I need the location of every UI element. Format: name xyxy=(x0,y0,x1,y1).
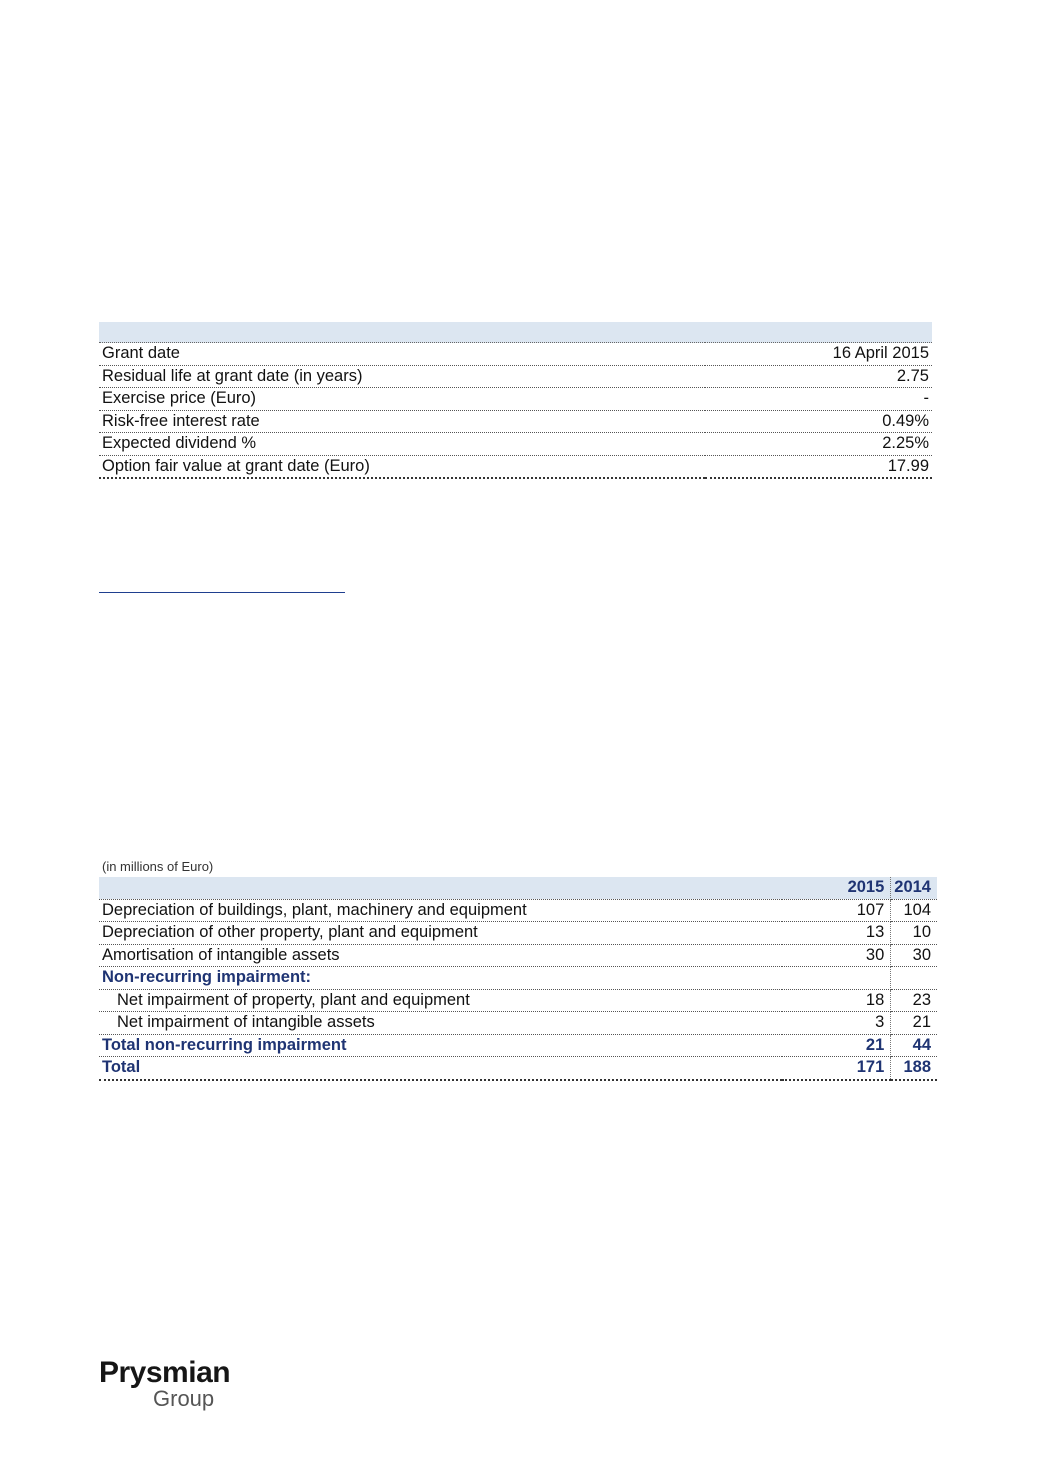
row-label: Grant date xyxy=(99,343,705,366)
row-label: Expected dividend % xyxy=(99,433,705,456)
unit-note: (in millions of Euro) xyxy=(102,859,214,874)
logo-word-group: Group xyxy=(153,1386,215,1411)
table-row xyxy=(99,899,937,922)
section-heading-row xyxy=(99,967,937,990)
table-row xyxy=(99,388,932,411)
row-label: Residual life at grant date (in years) xyxy=(99,365,705,388)
row-value: 16 April 2015 xyxy=(705,343,932,366)
table-row xyxy=(99,455,932,478)
row-label: Amortisation of intangible assets xyxy=(99,944,782,967)
value-2015: 13 xyxy=(782,922,891,945)
row-label: Net impairment of property, plant and equipment xyxy=(99,989,782,1012)
row-label: Total xyxy=(99,1057,782,1080)
row-label: Option fair value at grant date (Euro) xyxy=(99,455,705,478)
value-2014: 30 xyxy=(891,944,937,967)
table-row xyxy=(99,433,932,456)
value-2014: 104 xyxy=(891,899,937,922)
value-2014 xyxy=(891,967,937,990)
row-value: 17.99 xyxy=(705,455,932,478)
value-2014: 10 xyxy=(891,922,937,945)
row-label: Exercise price (Euro) xyxy=(99,388,705,411)
option-valuation-table xyxy=(99,322,932,479)
value-2015: 18 xyxy=(782,989,891,1012)
logo-word-prysmian: Prysmian xyxy=(99,1356,231,1389)
table-row xyxy=(99,989,937,1012)
row-label: Non-recurring impairment: xyxy=(99,967,782,990)
prysmian-group-logo xyxy=(99,1358,230,1410)
table-row xyxy=(99,410,932,433)
table-row xyxy=(99,343,932,366)
column-header-2015: 2015 xyxy=(782,877,891,899)
depreciation-table xyxy=(99,877,937,1081)
value-2014: 188 xyxy=(891,1057,937,1080)
value-2014: 21 xyxy=(891,1012,937,1035)
value-2014: 44 xyxy=(891,1034,937,1057)
value-2015 xyxy=(782,967,891,990)
row-label: Total non-recurring impairment xyxy=(99,1034,782,1057)
value-2014: 23 xyxy=(891,989,937,1012)
value-2015: 21 xyxy=(782,1034,891,1057)
table-row xyxy=(99,1012,937,1035)
column-header-2014: 2014 xyxy=(891,877,937,899)
row-label: Net impairment of intangible assets xyxy=(99,1012,782,1035)
row-label: Depreciation of buildings, plant, machinery and equipment xyxy=(99,899,782,922)
table-header-row xyxy=(99,877,937,899)
link-underline[interactable] xyxy=(99,592,345,593)
row-label: Risk-free interest rate xyxy=(99,410,705,433)
value-2015: 3 xyxy=(782,1012,891,1035)
value-2015: 107 xyxy=(782,899,891,922)
subtotal-row xyxy=(99,1034,937,1057)
table-row xyxy=(99,922,937,945)
row-value: 0.49% xyxy=(705,410,932,433)
table-row xyxy=(99,944,937,967)
table-row xyxy=(99,365,932,388)
row-value: - xyxy=(705,388,932,411)
row-value: 2.25% xyxy=(705,433,932,456)
row-label: Depreciation of other property, plant and equipment xyxy=(99,922,782,945)
value-2015: 30 xyxy=(782,944,891,967)
value-2015: 171 xyxy=(782,1057,891,1080)
row-value: 2.75 xyxy=(705,365,932,388)
header-blank xyxy=(99,877,782,899)
total-row xyxy=(99,1057,937,1080)
table-header-band xyxy=(99,322,932,343)
